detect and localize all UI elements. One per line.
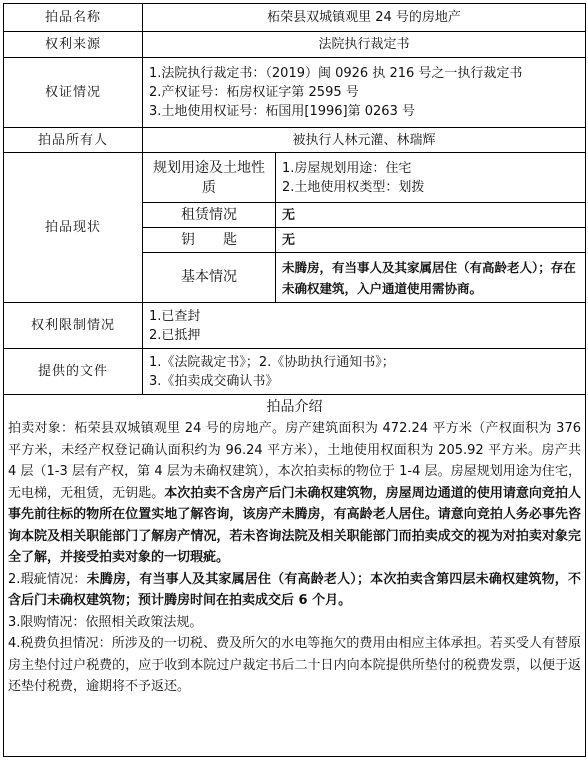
document-item: 3.《拍卖成交确认书》 xyxy=(149,373,279,389)
owner-value: 被执行人林元灌、林瑞辉 xyxy=(143,128,586,153)
lease-label: 租赁情况 xyxy=(143,203,276,228)
intro-paragraph-object xyxy=(8,418,581,569)
planning-label: 规划用途及土地性质 xyxy=(143,153,276,203)
row-intro xyxy=(4,395,586,757)
certificate-item: 2.产权证号：柘房权证字第 2595 号 xyxy=(149,85,359,100)
row-documents xyxy=(4,349,586,395)
item-name-value: 柘荣县双城镇观里 24 号的房地产 xyxy=(143,4,586,32)
certificates-value xyxy=(143,58,586,128)
restriction-item: 2.已抵押 xyxy=(149,327,201,343)
row-item-name xyxy=(4,4,586,32)
restrictions-value xyxy=(143,303,586,349)
item-name-label: 拍品名称 xyxy=(4,4,143,32)
intro-defects-label: 2.瑕疵情况： xyxy=(8,571,87,587)
row-owner xyxy=(4,128,586,153)
lease-value: 无 xyxy=(276,203,586,228)
planning-value xyxy=(276,153,586,203)
intro-paragraph-taxes: 4.税费负担情况：所涉及的一切税、费及所欠的水电等拖欠的费用由相应主体承担。若买受人有替原房主垫付过户税费的，应于收到本院过户裁定书后二十日内向本院提供所垫付的税费发票，以便于返还垫付税费，逾期将不予返还。 xyxy=(8,636,581,694)
certificates-label: 权证情况 xyxy=(4,58,143,128)
owner-label: 拍品所有人 xyxy=(4,128,143,153)
documents-value xyxy=(143,349,586,395)
intro-cell xyxy=(4,395,586,757)
key-value: 无 xyxy=(276,228,586,253)
intro-object-text: 拍卖对象：柘荣县双城镇观里 24 号的房地产。房产建筑面积为 472.24 平方米（产权面积为 376 平方米，未经产权登记确认面积约为 96.24 平方米），土地使用权面积为 205.92 平方米。房产共 4 层（1-3 层有产权，第 4 层为未确权建筑），本次拍卖标的物位于 1-4 层。房屋规划用途为住宅，无电梯，无租赁，无钥匙。 xyxy=(8,421,581,501)
key-label: 钥 匙 xyxy=(143,228,276,253)
basic-label: 基本情况 xyxy=(143,253,276,303)
restrictions-label: 权利限制情况 xyxy=(4,303,143,349)
intro-title: 拍品介绍 xyxy=(266,399,323,415)
row-certificates xyxy=(4,58,586,128)
rights-source-value: 法院执行裁定书 xyxy=(143,32,586,58)
intro-defects-text: 未腾房，有当事人及其家属居住（有高龄老人）；本次拍卖含第四层未确权建筑物，不含后门未确权建筑物；预计腾房时间在拍卖成交后 6 个月。 xyxy=(8,571,581,608)
certificate-item: 3.土地使用权证号：柘国用[1996]第 0263 号 xyxy=(149,104,415,119)
row-restrictions xyxy=(4,303,586,349)
restriction-item: 1.已查封 xyxy=(149,308,201,324)
rights-source-label: 权利来源 xyxy=(4,32,143,58)
planning-item: 2.土地使用权类型：划拨 xyxy=(282,179,425,195)
planning-item: 1.房屋规划用途：住宅 xyxy=(282,160,412,176)
row-planning xyxy=(4,153,586,203)
intro-object-warning: 本次拍卖不含房产后门未确权建筑物，房屋周边通道的使用请意向竞拍人事先前往标的物所在位置实地了解咨询，该房产未腾房，有高龄老人居住。请意向竞拍人务必事先咨询本院及相关职能部门了解房产情况，若未咨询法院及相关职能部门而拍卖成交的视为对拍卖对象完全了解，并接受拍卖对象的一切瑕疵。 xyxy=(8,485,581,565)
row-rights-source xyxy=(4,32,586,58)
certificate-item: 1.法院执行裁定书：（2019）闽 0926 执 216 号之一执行裁定书 xyxy=(149,66,523,81)
auction-info-table xyxy=(3,3,586,757)
document-item: 1.《法院裁定书》；2.《协助执行通知书》； xyxy=(149,354,395,370)
documents-label: 提供的文件 xyxy=(4,349,143,395)
basic-value: 未腾房，有当事人及其家属居住（有高龄老人）；存在未确权建筑，入户通道使用需协商。 xyxy=(276,253,586,303)
intro-paragraph-purchase-limit: 3.限购情况：依照相关政策法规。 xyxy=(8,614,203,630)
status-label: 拍品现状 xyxy=(4,153,143,303)
intro-paragraph-defects xyxy=(8,569,581,612)
